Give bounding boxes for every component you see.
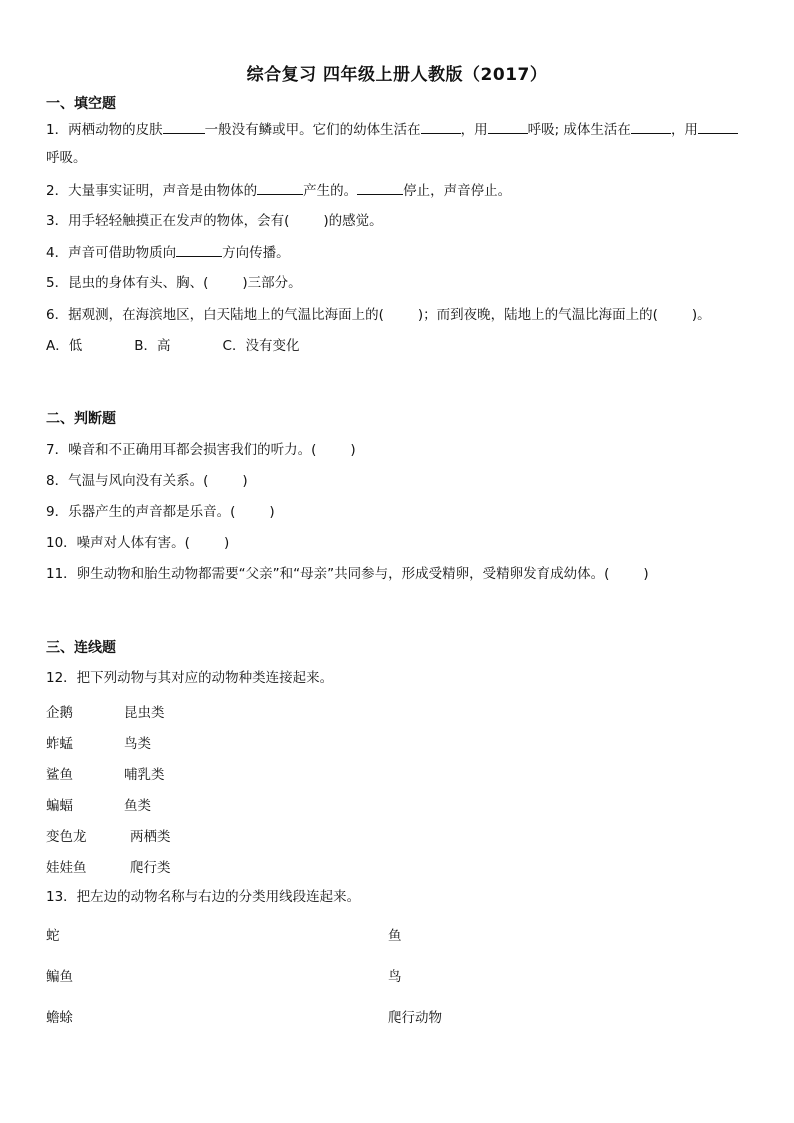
match-left-item[interactable]: 鳊鱼 — [46, 969, 73, 985]
section-matching: 三、连线题 — [46, 640, 116, 656]
section-true-false: 二、判断题 — [46, 411, 116, 427]
question-12: 12．把下列动物与其对应的动物种类连接起来。 — [46, 670, 334, 686]
question-5: 5．昆虫的身体有头、胸、( )三部分。 — [46, 275, 302, 291]
question-7: 7．噪音和不正确用耳都会损害我们的听力。( ) — [46, 442, 356, 458]
match-left-item[interactable]: 蚱蜢 — [46, 736, 73, 752]
blank[interactable] — [176, 242, 222, 257]
question-3: 3．用手轻轻触摸正在发声的物体，会有( )的感觉。 — [46, 213, 383, 229]
match-left-item[interactable]: 蟾蜍 — [46, 1010, 73, 1026]
match-left-item[interactable]: 娃娃鱼 — [46, 860, 87, 876]
match-right-item[interactable]: 两栖类 — [130, 829, 171, 845]
question-10: 10．噪声对人体有害。( ) — [46, 535, 230, 551]
question-2: 2．大量事实证明，声音是由物体的 产生的。 停止，声音停止。 — [46, 180, 511, 201]
match-left-item[interactable]: 变色龙 — [46, 829, 87, 845]
section-fill-in: 一、填空题 — [46, 96, 116, 112]
blank[interactable] — [488, 119, 528, 134]
blank[interactable] — [163, 119, 205, 134]
question-6-options — [46, 336, 351, 356]
match-left-item[interactable]: 蛇 — [46, 928, 60, 944]
match-right-item[interactable]: 鱼类 — [124, 798, 151, 814]
question-1-cont: 呼吸。 — [46, 150, 87, 166]
match-right-item[interactable]: 哺乳类 — [124, 767, 165, 783]
match-left-item[interactable]: 蝙蝠 — [46, 798, 73, 814]
blank[interactable] — [357, 180, 403, 195]
match-right-item[interactable]: 昆虫类 — [124, 705, 165, 721]
blank[interactable] — [257, 180, 303, 195]
option-b[interactable]: B．高 — [134, 338, 171, 354]
match-left-item[interactable]: 鲨鱼 — [46, 767, 73, 783]
match-right-item[interactable]: 鸟 — [388, 969, 402, 985]
match-right-item[interactable]: 鱼 — [388, 928, 402, 944]
blank[interactable] — [421, 119, 461, 134]
page-title: 综合复习 四年级上册人教版（2017） — [246, 65, 548, 85]
question-4: 4．声音可借助物质向 方向传播。 — [46, 242, 290, 263]
question-6: 6．据观测，在海滨地区，白天陆地上的气温比海面上的( )；而到夜晚，陆地上的气温比海面上的( )。 — [46, 307, 711, 323]
match-left-item[interactable]: 企鹅 — [46, 705, 73, 721]
blank[interactable] — [631, 119, 671, 134]
question-8: 8．气温与风向没有关系。( ) — [46, 473, 248, 489]
option-c[interactable]: C．没有变化 — [222, 338, 300, 354]
question-9: 9．乐器产生的声音都是乐音。( ) — [46, 504, 275, 520]
blank[interactable] — [698, 119, 738, 134]
question-1: 1．两栖动物的皮肤 一般没有鳞或甲。它们的幼体生活在 ，用 呼吸; 成体生活在 ，用 — [46, 119, 738, 140]
question-11: 11．卵生动物和胎生动物都需要“父亲”和“母亲”共同参与，形成受精卵，受精卵发育成幼体。( ) — [46, 566, 649, 582]
question-13: 13．把左边的动物名称与右边的分类用线段连起来。 — [46, 889, 361, 905]
option-a[interactable]: A．低 — [46, 338, 83, 354]
match-right-item[interactable]: 爬行类 — [130, 860, 171, 876]
match-right-item[interactable]: 鸟类 — [124, 736, 151, 752]
match-right-item[interactable]: 爬行动物 — [388, 1010, 442, 1026]
